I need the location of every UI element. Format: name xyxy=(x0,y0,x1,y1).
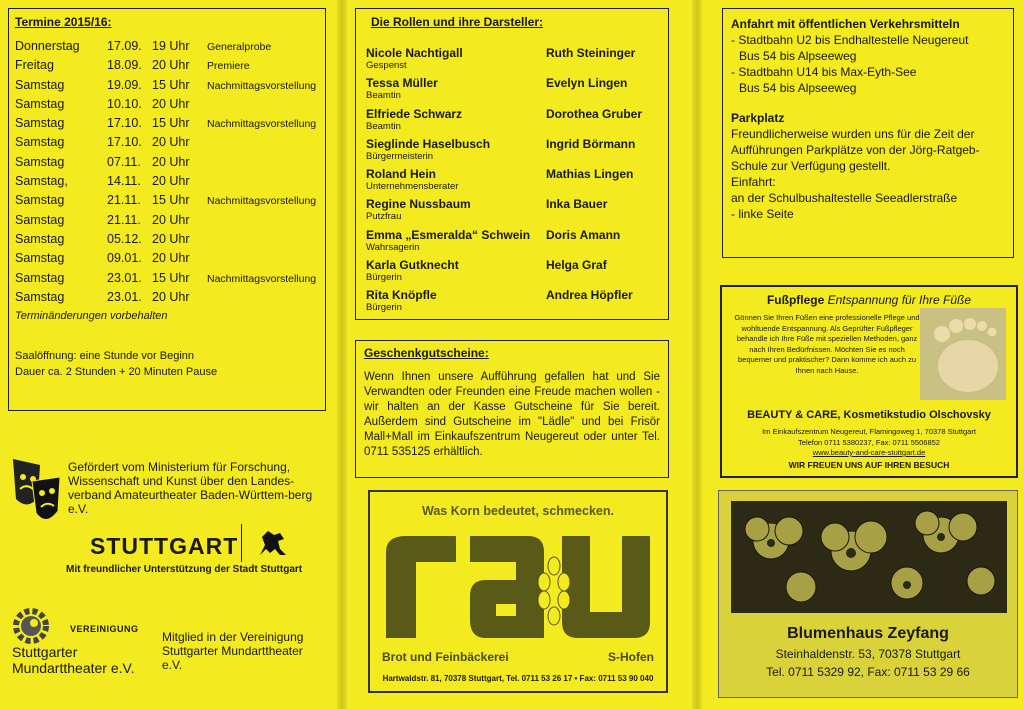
schedule-time: 20 Uhr xyxy=(152,212,190,227)
bakery-location: S-Hofen xyxy=(608,650,654,664)
parking-line: Schule zur Verfügung gestellt. xyxy=(731,159,891,173)
schedule-row xyxy=(15,193,319,212)
bakery-logo-icon xyxy=(378,522,658,646)
schedule-time: 19 Uhr xyxy=(152,39,190,53)
schedule-list xyxy=(15,39,319,309)
membership-text: Mitglied in der Vereinigung Stuttgarter Mundarttheater e.V. xyxy=(162,630,304,672)
schedule-day: Freitag xyxy=(15,58,54,73)
schedule-day: Samstag xyxy=(15,154,65,169)
actor-name: Ingrid Börmann xyxy=(546,136,636,151)
schedule-date: 10.10. xyxy=(107,96,142,111)
directions-line: - Stadtbahn U14 bis Max-Eyth-See xyxy=(731,65,917,79)
schedule-date: 21.11. xyxy=(107,212,141,227)
schedule-row xyxy=(15,39,319,58)
logo-divider xyxy=(241,524,242,562)
cast-row xyxy=(366,229,658,259)
schedule-box xyxy=(8,8,326,411)
doors-open-info: Saalöffnung: eine Stunde vor Beginn xyxy=(15,350,194,363)
role-description: Beamtin xyxy=(366,120,401,132)
cast-role xyxy=(366,289,546,319)
schedule-row xyxy=(15,97,319,116)
schedule-time: 15 Uhr xyxy=(152,193,190,208)
schedule-time: 20 Uhr xyxy=(152,135,190,150)
role-description: Unternehmensberater xyxy=(366,181,459,193)
role-description: Bürgerin xyxy=(366,272,402,284)
beauty-website-link[interactable]: www.beauty-and-care-stuttgart.de xyxy=(812,448,926,457)
schedule-date: 07.11. xyxy=(107,154,141,169)
actor-name: Helga Graf xyxy=(546,258,607,273)
cast-row xyxy=(366,47,658,77)
directions-line: Bus 54 bis Alpseeweg xyxy=(739,81,857,95)
schedule-time: 20 Uhr xyxy=(152,231,190,246)
actor-name: Evelyn Lingen xyxy=(546,76,628,91)
schedule-day: Donnerstag xyxy=(15,39,80,53)
cast-role xyxy=(366,198,546,228)
schedule-note: Nachmittagsvorstellung xyxy=(207,272,317,285)
schedule-note: Premiere xyxy=(207,60,250,73)
parking-line: Freundlicherweise wurden uns für die Zeit der xyxy=(731,127,975,141)
flower-shop-address: Steinhaldenstr. 53, 70378 Stuttgart xyxy=(775,647,961,661)
schedule-note: Nachmittagsvorstellung xyxy=(207,118,317,131)
schedule-row xyxy=(15,135,319,154)
schedule-note: Nachmittagsvorstellung xyxy=(207,79,317,92)
schedule-row xyxy=(15,155,319,174)
cast-role xyxy=(366,259,546,289)
schedule-row xyxy=(15,78,319,97)
schedule-date: 17.09. xyxy=(107,39,142,53)
parking-line: Einfahrt: xyxy=(731,175,776,189)
parking-title: Parkplatz xyxy=(731,111,785,125)
cast-box xyxy=(355,8,669,320)
schedule-day: Samstag xyxy=(15,135,65,150)
bakery-slogan: Was Korn bedeutet, schmecken. xyxy=(422,504,614,518)
schedule-date: 19.09. xyxy=(107,77,142,92)
schedule-date: 17.10. xyxy=(107,135,142,150)
schedule-day: Samstag xyxy=(15,231,65,246)
schedule-row xyxy=(15,116,319,135)
cast-heading: Die Rollen und ihre Darsteller: xyxy=(371,15,544,29)
schedule-day: Samstag xyxy=(15,212,65,227)
schedule-date: 05.12. xyxy=(107,231,142,246)
schedule-row xyxy=(15,271,319,290)
schedule-date: 21.11. xyxy=(107,193,141,208)
voucher-heading: Geschenkgutscheine: xyxy=(364,346,489,360)
role-name: Sieglinde Haselbusch xyxy=(366,136,491,151)
cast-role xyxy=(366,138,546,168)
actor-name: Inka Bauer xyxy=(546,197,608,212)
beauty-address-line2: Telefon 0711 5380237, Fax: 0711 5506852 xyxy=(798,438,940,447)
role-name: Roland Hein xyxy=(366,167,437,182)
schedule-info xyxy=(15,348,319,380)
schedule-note: Nachmittagsvorstellung xyxy=(207,195,317,208)
parking-line: Aufführungen Parkplätze von der Jörg-Ratgeb- xyxy=(731,143,980,157)
schedule-day: Samstag xyxy=(15,270,65,285)
schedule-row xyxy=(15,213,319,232)
gear-logo-icon xyxy=(10,605,52,647)
bakery-name: Brot und Feinbäckerei xyxy=(382,650,509,664)
beauty-studio-name: BEAUTY & CARE, Kosmetikstudio Olschovsky xyxy=(747,409,991,421)
directions-title: Anfahrt mit öffentlichen Verkehrsmitteln xyxy=(731,17,960,31)
stuttgart-horse-icon xyxy=(256,527,290,559)
stuttgart-logo-text: STUTTGART xyxy=(90,533,239,559)
spacer xyxy=(731,96,1005,110)
schedule-time: 20 Uhr xyxy=(152,58,190,73)
schedule-day: Samstag xyxy=(15,116,65,131)
schedule-day: Samstag, xyxy=(15,174,68,189)
voucher-box xyxy=(355,340,669,478)
beauty-welcome: WIR FREUEN UNS AUF IHREN BESUCH xyxy=(788,460,950,470)
schedule-time: 15 Uhr xyxy=(152,270,190,285)
bakery-ad xyxy=(368,490,668,693)
beauty-address xyxy=(722,426,1016,448)
directions-list xyxy=(731,32,1005,96)
flower-shop-name: Blumenhaus Zeyfang xyxy=(787,625,949,642)
beauty-text: Gönnen Sie Ihren Füßen eine professionelle Pflege und wohltuende Entspannung. Als Geprüfter Fußpfleger behandle ich Ihre Füße mit speziellen Methoden, ganz nach Ihren Bedürfnissen. Möchten Sie es noch bequemer und praktischer? Dann komme ich auch zu Ihnen nach Hause. xyxy=(734,313,920,375)
schedule-day: Samstag xyxy=(15,193,65,208)
role-name: Karla Gutknecht xyxy=(366,258,459,273)
association-name-line1: Stuttgarter xyxy=(12,644,78,660)
schedule-date: 23.01. xyxy=(107,289,142,304)
schedule-date: 14.11. xyxy=(107,174,141,189)
schedule-row xyxy=(15,290,319,309)
cast-role xyxy=(366,77,546,107)
cast-role xyxy=(366,168,546,198)
schedule-date: 17.10. xyxy=(107,116,142,131)
role-name: Elfriede Schwarz xyxy=(366,106,463,121)
actor-name: Ruth Steininger xyxy=(546,46,636,60)
flower-shop-phone: Tel. 0711 5329 92, Fax: 0711 53 29 66 xyxy=(766,665,970,679)
role-description: Gespenst xyxy=(366,60,407,71)
directions-line: - Stadtbahn U2 bis Endhaltestelle Neugereut xyxy=(731,33,969,47)
role-description: Bürgerin xyxy=(366,302,402,314)
schedule-time: 20 Uhr xyxy=(152,289,190,304)
cast-row xyxy=(366,289,658,319)
schedule-row xyxy=(15,251,319,270)
parking-line: an der Schulbushaltestelle Seeadlerstraße xyxy=(731,191,958,205)
parking-line: - linke Seite xyxy=(731,207,794,221)
cast-row xyxy=(366,259,658,289)
association-name-line2: Mundarttheater e.V. xyxy=(12,660,135,676)
beauty-address-line1: Im Einkaufszentrum Neugereut, Flamingoweg 1, 70378 Stuttgart xyxy=(762,427,976,436)
flower-shop-ad xyxy=(718,490,1018,698)
schedule-time: 20 Uhr xyxy=(152,96,190,111)
schedule-row xyxy=(15,232,319,251)
duration-info: Dauer ca. 2 Stunden + 20 Minuten Pause xyxy=(15,366,218,379)
schedule-row xyxy=(15,58,319,77)
schedule-time: 20 Uhr xyxy=(152,251,190,266)
schedule-time: 15 Uhr xyxy=(152,116,190,131)
role-description: Wahrsagerin xyxy=(366,241,420,253)
parking-list xyxy=(731,126,1005,222)
cast-role xyxy=(366,47,546,77)
cast-row xyxy=(366,108,658,138)
role-name: Emma „Esmeralda“ Schwein xyxy=(366,227,531,242)
actor-name: Doris Amann xyxy=(546,227,621,242)
ministry-sponsor-text: Gefördert vom Ministerium für Forschung, Wissenschaft und Kunst über den Landes-verband Amateurtheater Baden-Württem-berg e.V. xyxy=(68,460,313,516)
cast-list xyxy=(366,47,658,320)
voucher-text: Wenn Ihnen unsere Aufführung gefallen hat und Sie Verwandten oder Freunden eine Freude machen wollen - wir halten an der Kasse Gutscheine für Sie bereit. Außerdem sind Gutscheine im "Lädle" und bei Frisör Mall+Mall im Einkaufszentrum Neugereut oder unter Tel. 0711 535125 erhältlich. xyxy=(364,371,660,458)
role-description: Beamtin xyxy=(366,90,401,102)
schedule-heading: Termine 2015/16: xyxy=(15,15,112,29)
cast-row xyxy=(366,168,658,198)
actor-name: Mathias Lingen xyxy=(546,167,634,182)
schedule-day: Samstag xyxy=(15,96,65,111)
directions-line: Bus 54 bis Alpseeweg xyxy=(739,49,857,63)
cast-role xyxy=(366,229,546,259)
schedule-time: 20 Uhr xyxy=(152,174,190,189)
schedule-date: 09.01. xyxy=(107,251,142,266)
schedule-time: 20 Uhr xyxy=(152,154,190,169)
role-description: Bürgermeisterin xyxy=(366,150,434,162)
role-description: Putzfrau xyxy=(366,211,402,223)
fold-crease-left xyxy=(337,0,347,709)
pansies-photo-icon xyxy=(731,501,1007,613)
actor-name: Dorothea Gruber xyxy=(546,106,643,121)
beauty-title-bold: Fußpflege xyxy=(766,293,825,307)
schedule-day: Samstag xyxy=(15,251,65,266)
role-name: Regine Nussbaum xyxy=(366,197,471,212)
beauty-title xyxy=(722,293,1016,307)
beauty-title-italic: Entspannung für Ihre Füße xyxy=(827,293,972,307)
schedule-date: 23.01. xyxy=(107,270,142,285)
association-kicker: VEREINIGUNG xyxy=(70,624,139,634)
foot-photo-icon xyxy=(920,308,1006,400)
schedule-day: Samstag xyxy=(15,77,65,92)
schedule-day: Samstag xyxy=(15,289,65,304)
role-name: Nicole Nachtigall xyxy=(366,46,463,60)
fold-crease-right xyxy=(692,0,702,709)
cast-row xyxy=(366,138,658,168)
cast-row xyxy=(366,77,658,107)
city-support-text: Mit freundlicher Unterstützung der Stadt Stuttgart xyxy=(66,564,303,575)
schedule-note: Generalprobe xyxy=(207,41,272,53)
schedule-date: 18.09. xyxy=(107,58,142,73)
schedule-footnote: Terminänderungen vorbehalten xyxy=(15,310,168,323)
cast-role xyxy=(366,108,546,138)
directions-box xyxy=(722,8,1014,258)
role-name: Rita Knöpfle xyxy=(366,288,437,303)
schedule-time: 15 Uhr xyxy=(152,77,190,92)
role-name: Tessa Müller xyxy=(366,76,438,91)
actor-name: Andrea Höpfler xyxy=(546,288,633,303)
cast-row xyxy=(366,198,658,228)
theatre-masks-icon xyxy=(10,455,62,529)
schedule-row xyxy=(15,174,319,193)
bakery-address: Hartwaldstr. 81, 70378 Stuttgart, Tel. 0711 53 26 17 • Fax: 0711 53 90 040 xyxy=(382,674,654,683)
association-name xyxy=(12,644,134,676)
